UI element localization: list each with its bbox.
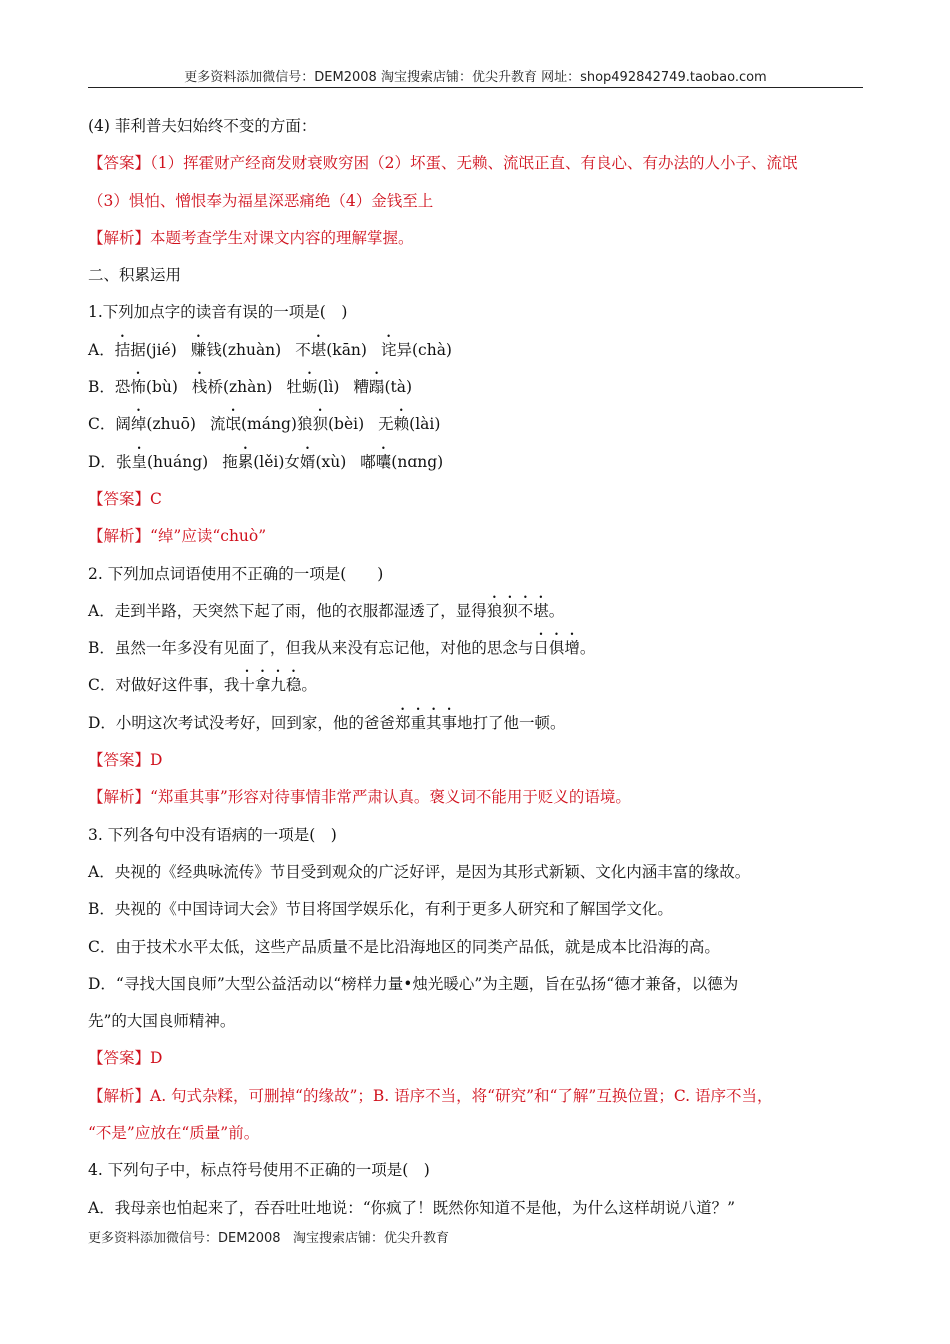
question-1-title: 1.下列加点字的读音有误的一项是( ) [88,303,348,322]
dotted-char: 婿 [299,452,316,471]
question-2-title: 2. 下列加点词语使用不正确的一项是( ) [88,564,384,583]
q2-option-a: A．走到半路，天突然下起了雨，他的衣服都湿透了，显得狼狈不堪。 [88,601,565,620]
answer-1: 【答案】C [88,489,162,508]
q2-option-b: B．虽然一年多没有见面了，但我从来没有忘记他，对他的思念与日俱增。 [88,639,596,658]
page-footer: 更多资料添加微信号：DEM2008 淘宝搜索店铺：优尖升教育 [88,1231,449,1246]
dotted-phrase: 十拿九稳 [239,676,302,695]
analysis-3: 【解析】A. 句式杂糅，可删掉“的缘故”；B. 语序不当，将“研究”和“了解”互换位置；C. 语序不当， [88,1086,773,1105]
q2-option-d: D．小明这次考试没考好，回到家，他的爸爸郑重其事地打了他一顿。 [88,713,566,732]
dotted-char: 拮 [114,340,131,359]
question-3-title: 3. 下列各句中没有语病的一项是( ) [88,825,337,844]
analysis-3-cont: “不是”应放在“质量”前。 [88,1124,260,1143]
q1-option-c: C．阔绰(zhuō) 流氓(máng)狼狈(bèi) 无赖(lài) [88,415,441,434]
header-rule [88,87,863,88]
q3-option-a: A．央视的《经典咏流传》节目受到观众的广泛好评，是因为其形式新颖、文化内涵丰富的缘故。 [88,862,751,881]
dotted-phrase: 狼狈不堪 [486,601,549,620]
dotted-phrase: 郑重其事 [394,713,457,732]
analysis-1: 【解析】“绰”应读“chuò” [88,527,267,546]
dotted-char: 赖 [393,415,410,434]
q2-option-c: C．对做好这件事，我十拿九稳。 [88,676,317,695]
answer-2: 【答案】D [88,751,163,770]
answer-line-1: 【答案】（1）挥霍财产经商发财衰败穷困（2）坏蛋、无赖、流氓正直、有良心、有办法的人小子、流氓 [88,154,798,173]
dotted-char: 累 [237,452,254,471]
dotted-char: 赚 [190,340,207,359]
dotted-char: 堪 [310,340,327,359]
analysis-line: 【解析】本题考查学生对课文内容的理解掌握。 [88,228,414,247]
section-heading: 二、积累运用 [88,266,182,285]
answer-line-2: （3）惧怕、憎恨奉为福星深恶痛绝（4）金钱至上 [88,191,434,210]
q3-option-c: C．由于技术水平太低，这些产品质量不是比沿海地区的同类产品低，就是成本比沿海的高。 [88,937,720,956]
q1-option-a: A．拮据(jié) 赚钱(zhuàn) 不堪(kān) 诧异(chà) [88,340,452,359]
dotted-char: 怖 [130,378,146,397]
dotted-char: 蛎 [301,378,318,397]
question-4-prompt: (4) 菲利普夫妇始终不变的方面： [88,117,317,135]
q3-option-d: D．“寻找大国良师”大型公益活动以“榜样力量•烛光暖心”为主题，旨在弘扬“德才兼备，以德为 [88,974,739,993]
q1-option-d: D．张皇(huáng) 拖累(lěi)女婿(xù) 嘟囔(nɑng) [88,452,444,471]
answer-3: 【答案】D [88,1049,163,1068]
dotted-char: 绰 [130,415,147,434]
dotted-char: 诧 [380,340,397,359]
dotted-char: 狈 [312,415,328,434]
dotted-char: 栈 [191,378,208,397]
dotted-char: 囔 [375,452,392,471]
dotted-char: 皇 [131,452,147,471]
dotted-char: 氓 [225,415,241,434]
document-body [88,108,863,1227]
q4-option-a: A．我母亲也怕起来了，吞吞吐吐地说：“你疯了！既然你知道不是他，为什么这样胡说八道？” [88,1198,736,1217]
q1-option-b: B．恐怖(bù) 栈桥(zhàn) 牡蛎(lì) 糟蹋(tà) [88,378,413,397]
analysis-2: 【解析】“郑重其事”形容对待事情非常严肃认真。褒义词不能用于贬义的语境。 [88,788,631,807]
dotted-phrase: 日俱增 [533,639,580,658]
dotted-char: 蹋 [368,378,385,397]
q3-option-d-cont: 先”的大国良师精神。 [88,1012,236,1031]
question-4-title: 4. 下列句子中，标点符号使用不正确的一项是( ) [88,1161,430,1180]
page-header: 更多资料添加微信号：DEM2008 淘宝搜索店铺：优尖升教育 网址：shop492842749.taobao.com [184,70,767,85]
q3-option-b: B．央视的《中国诗词大会》节目将国学娱乐化，有利于更多人研究和了解国学文化。 [88,900,673,919]
